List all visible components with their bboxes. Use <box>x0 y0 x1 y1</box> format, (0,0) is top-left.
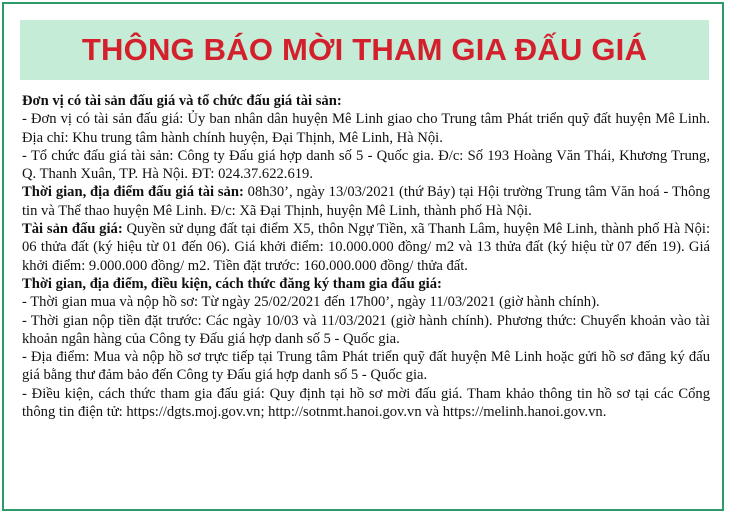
notice-title: THÔNG BÁO MỜI THAM GIA ĐẤU GIÁ <box>81 32 648 67</box>
registration-line: - Địa điểm: Mua và nộp hồ sơ trực tiếp tại Trung tâm Phát triển quỹ đất huyện Mê Linh hoặc gửi hồ sơ đăng ký đấu giá bằng thư đảm bảo đến Công ty Đấu giá hợp danh số 5 - Quốc gia. <box>22 349 710 384</box>
owner-line: - Đơn vị có tài sản đấu giá: Ủy ban nhân dân huyện Mê Linh giao cho Trung tâm Phát triển quỹ đất huyện Mê Linh. Địa chỉ: Khu trung tâm hành chính huyện, Đại Thịnh, Mê Linh, Hà Nội. <box>22 111 710 146</box>
asset-text: Quyền sử dụng đất tại điểm X5, thôn Ngự Tiền, xã Thanh Lâm, huyện Mê Linh, thành phố Hà Nội: 06 thửa đất (ký hiệu từ 01 đến 06). Giá khởi điểm: 10.000.000 đồng/ m2 và 13 thửa đất (ký hiệu từ 07 đến 19). Giá khởi điểm: 9.000.000 đồng/ m2. Tiền đặt trước: 160.000.000 đồng/ thửa đất. <box>22 221 710 274</box>
organizer-line: - Tổ chức đấu giá tài sản: Công ty Đấu giá hợp danh số 5 - Quốc gia. Đ/c: Số 193 Hoàng Văn Thái, Khương Trung, Q. Thanh Xuân, TP. Hà Nội. ĐT: 024.37.622.619. <box>22 147 710 183</box>
registration-line: - Thời gian mua và nộp hồ sơ: Từ ngày 25/02/2021 đến 17h00’, ngày 11/03/2021 (giờ hành chính). <box>22 294 600 311</box>
notice-body <box>22 92 710 421</box>
title-banner <box>20 20 709 80</box>
registration-line: - Thời gian nộp tiền đặt trước: Các ngày 10/03 và 11/03/2021 (giờ hành chính). Phương thức: Chuyển khoản vào tài khoản ngân hàng của Công ty Đấu giá hợp danh số 5 - Quốc gia. <box>22 312 710 347</box>
asset-label: Tài sản đấu giá: <box>22 221 123 238</box>
asset-paragraph <box>22 220 710 275</box>
registration-line: - Điều kiện, cách thức tham gia đấu giá: Quy định tại hồ sơ mời đấu giá. Tham khảo thông tin hồ sơ tại các Cổng thông tin điện tử: https://dgts.moj.gov.vn; http://sotnmt.hanoi.gov.vn và https://melinh.hanoi.gov.vn. <box>22 385 710 421</box>
owner-heading: Đơn vị có tài sản đấu giá và tổ chức đấu giá tài sản: <box>22 93 342 109</box>
registration-heading: Thời gian, địa điểm, điều kiện, cách thức đăng ký tham gia đấu giá: <box>22 275 442 292</box>
time-place-paragraph <box>22 183 710 220</box>
time-place-label: Thời gian, địa điểm đấu giá tài sản: <box>22 184 244 201</box>
time-place-text: 08h30’, ngày 13/03/2021 (thứ Bảy) tại Hội trường Trung tâm Văn hoá - Thông tin và Thể thao huyện Mê Linh. Đ/c: Xã Đại Thịnh, huyện Mê Linh, thành phố Hà Nội. <box>22 184 710 219</box>
